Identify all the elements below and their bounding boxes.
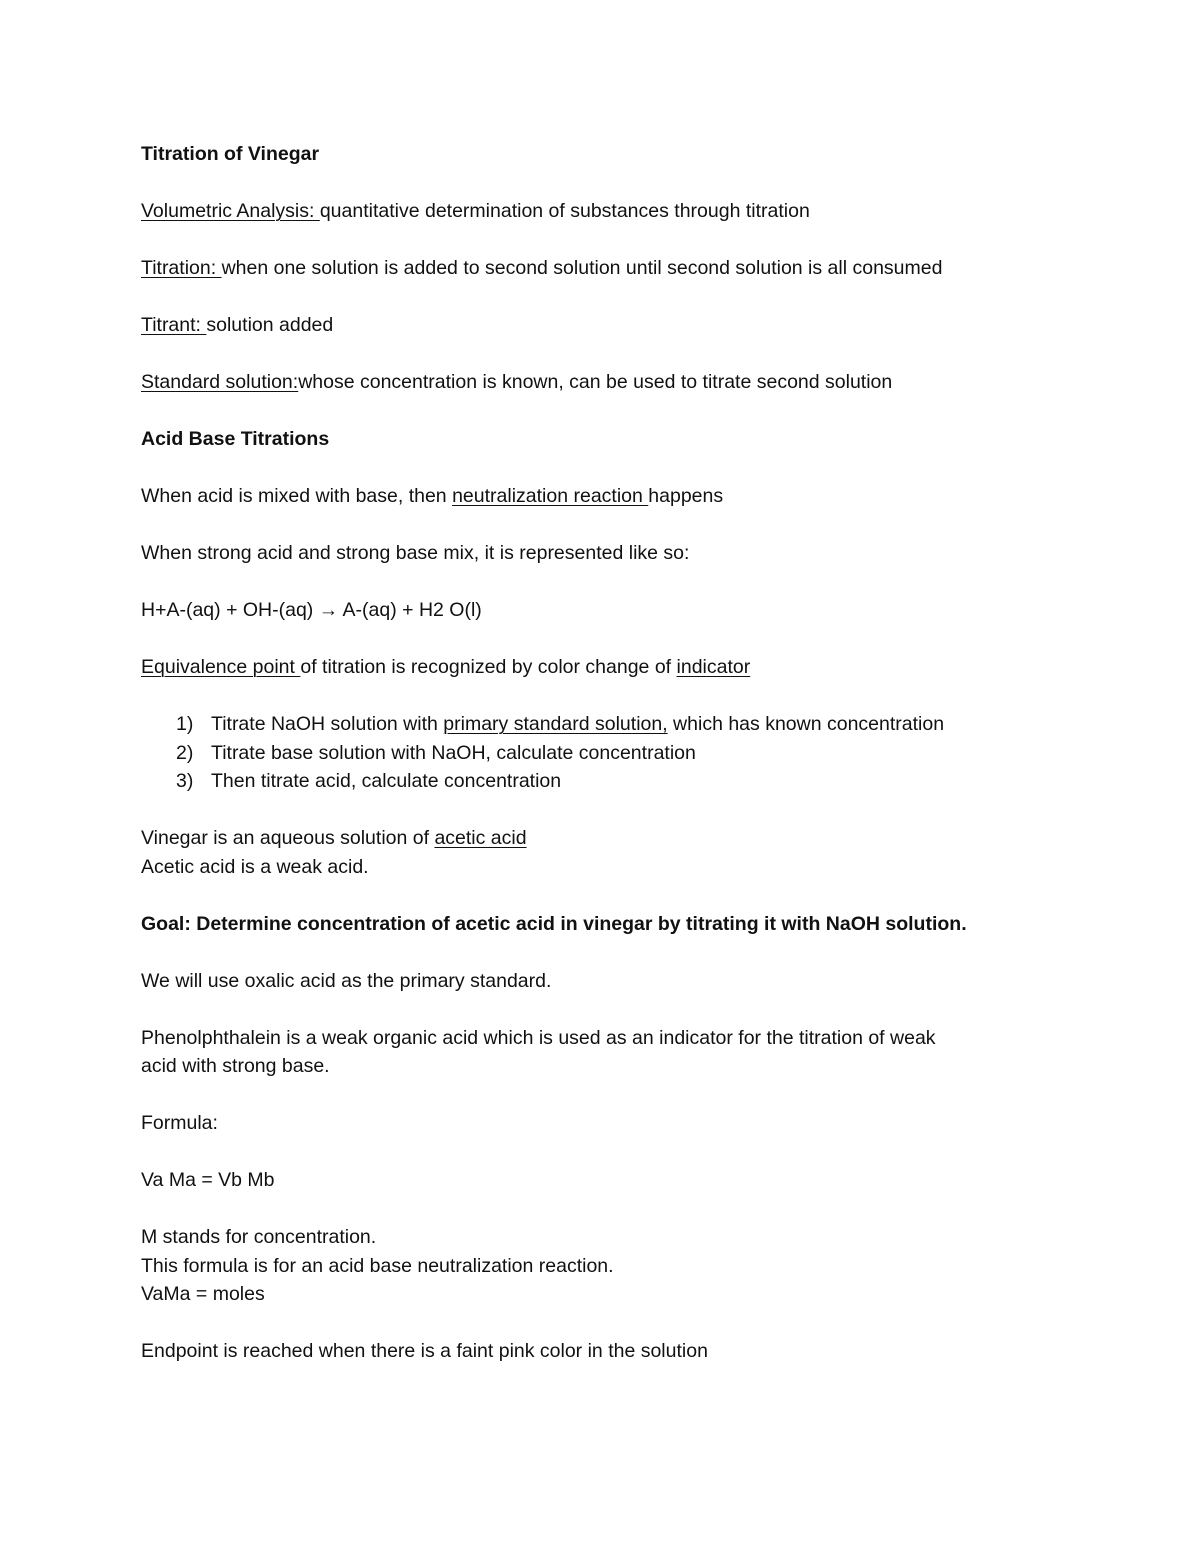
spacer — [141, 1138, 1081, 1167]
spacer — [141, 995, 1081, 1024]
spacer — [141, 226, 1081, 255]
spacer — [141, 169, 1081, 198]
term-standard-solution: Standard solution: — [141, 371, 299, 393]
spacer — [141, 1195, 1081, 1224]
term-volumetric-analysis: Volumetric Analysis: — [141, 200, 320, 222]
list-item — [141, 710, 1081, 739]
spacer — [141, 796, 1081, 825]
term-primary-standard-solution: primary standard solution, — [443, 713, 668, 735]
spacer — [141, 938, 1081, 967]
spacer — [141, 682, 1081, 711]
chemical-equation: H+A-(aq) + OH-(aq) → A-(aq) + H2 O(l) — [141, 599, 482, 621]
text: Titrate base solution with NaOH, calculate concentration — [211, 741, 696, 764]
list-item — [141, 739, 1081, 768]
steps-list — [141, 710, 1081, 796]
text: Vinegar is an aqueous solution of — [141, 827, 435, 849]
formula: Va Ma = Vb Mb — [141, 1169, 275, 1191]
paragraph-acetic-weak: Acetic acid is a weak acid. — [141, 855, 369, 878]
list-number: 3) — [176, 770, 194, 792]
term-neutralization-reaction: neutralization reaction — [452, 485, 649, 507]
term-acetic-acid: acetic acid — [434, 827, 527, 849]
definition-standard-solution — [141, 368, 1081, 397]
definition-volumetric-analysis — [141, 197, 1081, 226]
list-item — [141, 767, 1081, 796]
spacer — [141, 454, 1081, 483]
spacer — [141, 1309, 1081, 1338]
document-title: Titration of Vinegar — [141, 143, 320, 165]
spacer — [141, 283, 1081, 312]
paragraph-vinegar — [141, 824, 1081, 853]
list-number: 2) — [176, 741, 194, 764]
text: When acid is mixed with base, then — [141, 485, 453, 507]
paragraph-oxalic-acid: We will use oxalic acid as the primary standard. — [141, 969, 552, 992]
term-titrant: Titrant: — [141, 314, 207, 336]
term-titration: Titration: — [141, 257, 222, 279]
goal-statement: Goal: Determine concentration of acetic acid in vinegar by titrating it with NaOH solution. — [141, 912, 967, 935]
text: happens — [648, 485, 724, 507]
document-body — [141, 140, 1081, 1366]
spacer — [141, 881, 1081, 910]
definition-titrant — [141, 311, 1081, 340]
paragraph-phenolphthalein-line-2: acid with strong base. — [141, 1055, 330, 1077]
paragraph-m-stands: M stands for concentration. — [141, 1226, 377, 1248]
term-indicator: indicator — [676, 656, 751, 678]
spacer — [141, 568, 1081, 597]
spacer — [141, 625, 1081, 654]
paragraph-strong-mix: When strong acid and strong base mix, it is represented like so: — [141, 542, 690, 564]
text: of titration is recognized by color change of — [300, 656, 677, 678]
paragraph-phenolphthalein-line-1: Phenolphthalein is a weak organic acid which is used as an indicator for the titration of weak — [141, 1026, 936, 1049]
spacer — [141, 511, 1081, 540]
spacer — [141, 340, 1081, 369]
spacer — [141, 1081, 1081, 1110]
paragraph-vama-moles: VaMa = moles — [141, 1283, 265, 1305]
paragraph-endpoint: Endpoint is reached when there is a faint pink color in the solution — [141, 1340, 708, 1362]
term-equivalence-point: Equivalence point — [141, 656, 301, 678]
paragraph-formula-for: This formula is for an acid base neutralization reaction. — [141, 1254, 614, 1277]
definition-text: quantitative determination of substances through titration — [319, 200, 810, 222]
text: Then titrate acid, calculate concentration — [211, 770, 562, 792]
paragraph-neutralization — [141, 482, 1081, 511]
definition-text: whose concentration is known, can be used to titrate second solution — [298, 371, 893, 393]
definition-titration — [141, 254, 1081, 283]
formula-label: Formula: — [141, 1112, 218, 1134]
text: which has known concentration — [667, 713, 945, 735]
spacer — [141, 397, 1081, 426]
text: Titrate NaOH solution with — [211, 713, 444, 735]
paragraph-equivalence-point — [141, 653, 1081, 682]
definition-text: when one solution is added to second solution until second solution is all consumed — [221, 257, 943, 279]
list-number: 1) — [176, 713, 194, 735]
definition-text: solution added — [206, 314, 334, 336]
section-heading-acid-base: Acid Base Titrations — [141, 428, 330, 450]
